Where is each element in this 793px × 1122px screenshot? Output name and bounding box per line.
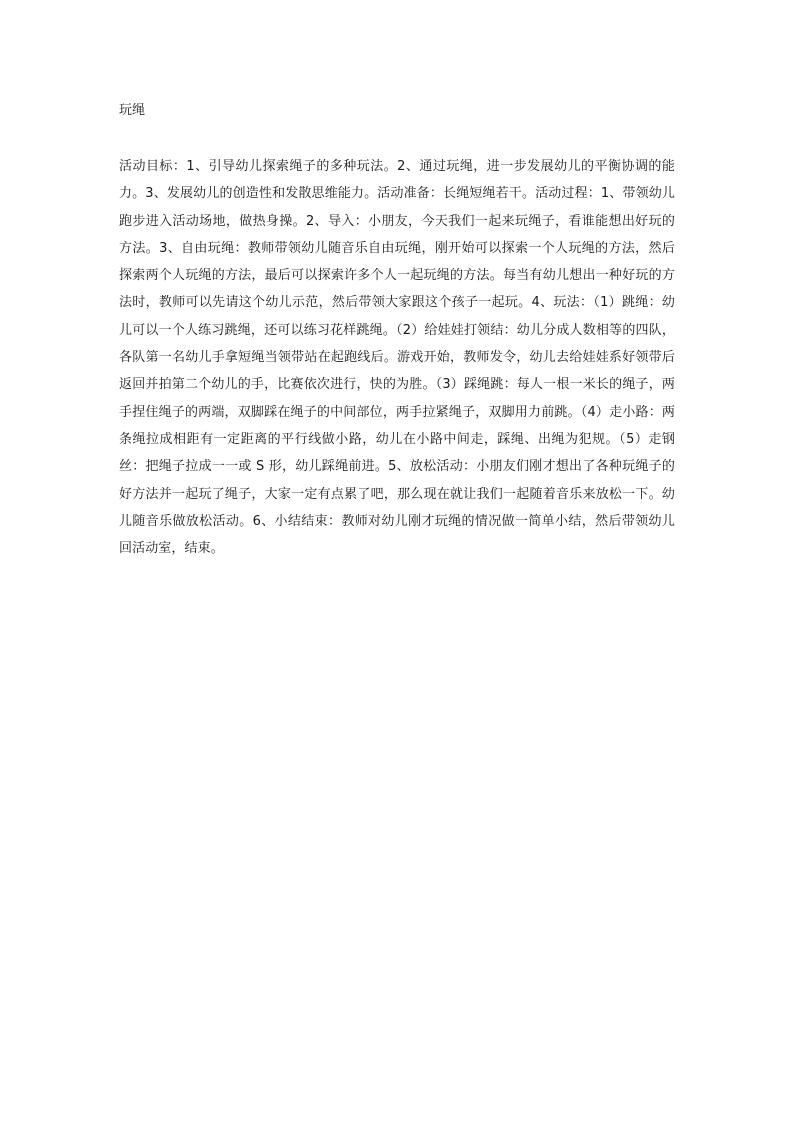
document-body-paragraph: 活动目标：1、引导幼儿探索绳子的多种玩法。2、通过玩绳，进一步发展幼儿的平衡协调的能力。3、发展幼儿的创造性和发散思维能力。活动准备：长绳短绳若干。活动过程：1、带领幼儿跑步进入活动场地，做热身操。2、导入：小朋友，今天我们一起来玩绳子，看谁能想出好玩的方法。3、自由玩绳：教师带领幼儿随音乐自由玩绳，刚开始可以探索一个人玩绳的方法，然后探索两个人玩绳的方法，最后可以探索许多个人一起玩绳的方法。每当有幼儿想出一种好玩的方法时，教师可以先请这个幼儿示范，然后带领大家跟这个孩子一起玩。4、玩法：（1）跳绳：幼儿可以一个人练习跳绳，还可以练习花样跳绳。（2）给娃娃打领结：幼儿分成人数相等的四队，各队第一名幼儿手拿短绳当领带站在起跑线后。游戏开始，教师发令，幼儿去给娃娃系好领带后返回并拍第二个幼儿的手，比赛依次进行，快的为胜。（3）踩绳跳：每人一根一米长的绳子，两手捏住绳子的两端，双脚踩在绳子的中间部位，两手拉紧绳子，双脚用力前跳。（4）走小路：两条绳拉成相距有一定距离的平行线做小路，幼儿在小路中间走，踩绳、出绳为犯规。（5）走钢丝：把绳子拉成一一或 S 形，幼儿踩绳前进。5、放松活动：小朋友们刚才想出了各种玩绳子的好方法并一起玩了绳子，大家一定有点累了吧，那么现在就让我们一起随着音乐来放松一下。幼儿随音乐做放松活动。6、小结结束：教师对幼儿刚才玩绳的情况做一简单小结，然后带领幼儿回活动室，结束。 (119, 159, 675, 557)
document-title: 玩绳 (119, 103, 146, 118)
